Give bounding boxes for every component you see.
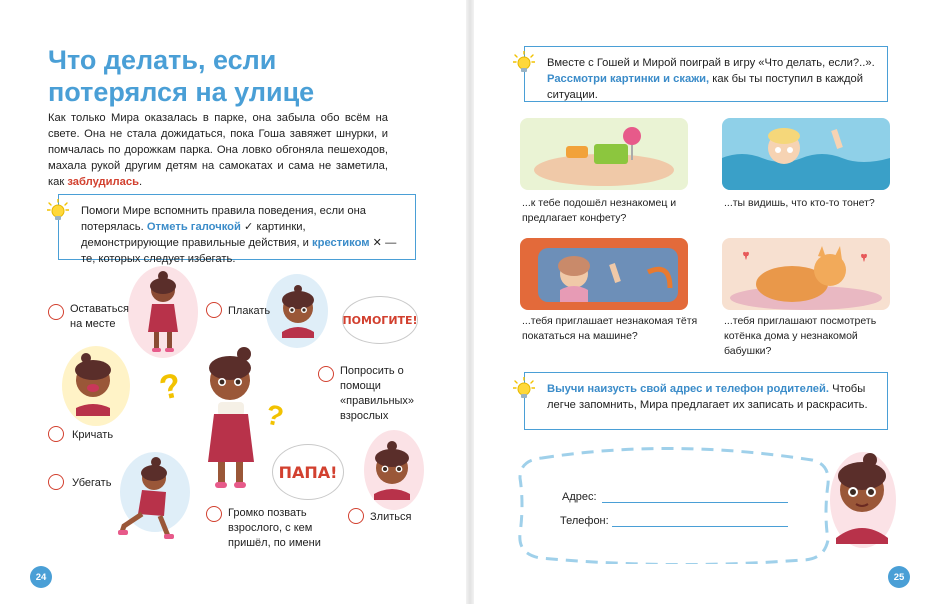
option-label-cry: Плакать <box>228 305 271 317</box>
task-box-game <box>524 46 888 102</box>
phone-label: Телефон: <box>560 515 609 527</box>
scene-car-image <box>520 238 688 310</box>
question-mark-icon: ? <box>263 398 287 433</box>
lightbulb-icon <box>513 51 535 75</box>
girl-portrait-illustration <box>830 452 894 544</box>
speech-bubble-papa: ПАПА! <box>272 444 344 500</box>
lightbulb-icon <box>513 377 535 401</box>
task-check-label: Отметь галочкой <box>146 221 241 233</box>
task-text-5: ✕ — те, которых следует избегать. <box>81 237 397 265</box>
game-text-1: Вместе с Гошей и Мирой поиграй в игру «Что делать, если?..». <box>547 57 875 69</box>
intro-highlight: заблудилась <box>67 176 139 188</box>
address-task-highlight: Выучи наизусть свой адрес и телефон родителей. <box>547 383 830 395</box>
option-label-call: Громко позвать взрослого, с кем пришёл, по имени <box>228 507 321 549</box>
intro-end: . <box>138 176 143 188</box>
game-text-3: как бы ты поступил в каждой ситуации. <box>547 73 863 101</box>
task-cross-label: крестиком <box>312 237 370 249</box>
scene-drowning-image <box>722 118 890 190</box>
scene-kitten-caption: ...тебя приглашают посмотреть котёнка дома у незнакомой бабушки? <box>724 315 877 357</box>
option-label-ask: Попросить о помощи «правильных» взрослых <box>340 365 415 422</box>
scene-candy-image <box>520 118 688 190</box>
task-text-3: ✓ картинки, демонстрирующие правильные действия, и <box>81 221 313 249</box>
address-task-text: Чтобы легче запомнить, Мира предлагает их записать и раскрасить. <box>547 383 868 411</box>
game-highlight: Рассмотри картинки и скажи, <box>547 73 710 85</box>
scene-car-caption: ...тебя приглашает незнакомая тётя покататься на машине? <box>522 315 698 342</box>
address-frame <box>512 444 830 564</box>
option-label-shout: Кричать <box>72 429 114 441</box>
scene-kitten-image <box>722 238 890 310</box>
task-text-1: Помоги Мире вспомнить правила поведения, если она потерялась. <box>81 205 367 233</box>
option-label-run: Убегать <box>72 477 112 489</box>
scene-candy-caption: ...к тебе подошёл незнакомец и предлагает конфету? <box>522 197 677 224</box>
intro-body: Как только Мира оказалась в парке, она забыла обо всём на свете. Она не стала дожидаться, пока Гоша завяжет шнурки, и помчалась по дорожкам парка. Она ловко обгоняла пешеходов, махала рукой другим детям на самокатах и сама не заметила, как <box>48 112 388 188</box>
task-box-address <box>524 372 888 430</box>
address-label: Адрес: <box>562 491 597 503</box>
address-input-line[interactable] <box>602 502 788 503</box>
phone-input-line[interactable] <box>612 526 788 527</box>
option-label-angry: Злиться <box>370 511 412 523</box>
scene-drowning-caption: ...ты видишь, что кто-то тонет? <box>724 197 875 209</box>
question-mark-icon: ? <box>156 366 185 408</box>
speech-bubble-help: ПОМОГИТЕ! <box>342 296 418 344</box>
page-title: Что делать, если потерялся на улице <box>48 45 315 107</box>
page-number: 24 <box>30 566 52 588</box>
page-number: 25 <box>888 566 910 588</box>
option-label-stay: Оставаться на месте <box>70 303 129 330</box>
